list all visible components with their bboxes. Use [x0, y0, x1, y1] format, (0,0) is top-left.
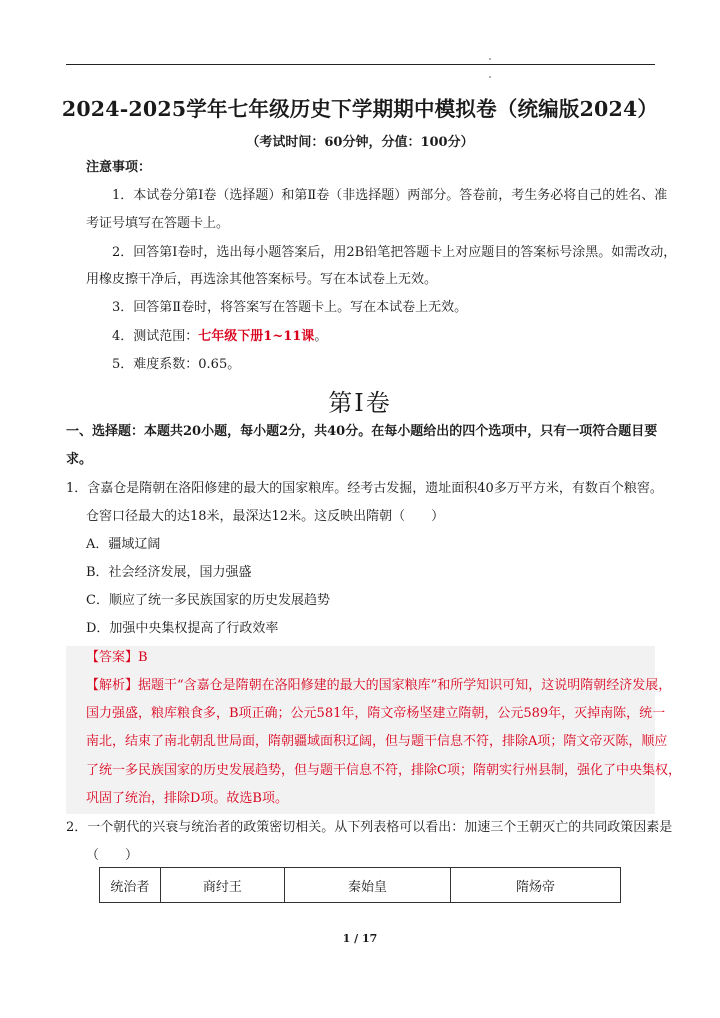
- test-scope: 七年级下册1~11课: [198, 329, 315, 344]
- notice-item-4-prefix: 4．测试范围：: [112, 329, 199, 344]
- analysis-line: 南北，结束了南北朝乱世局面，隋朝疆域面积辽阔，但与题干信息不符，排除A项；隋文帝灭陈，顺应: [86, 734, 668, 749]
- notice-item-2-cont: 用橡皮擦干净后，再选涂其他答案标号。写在本试卷上无效。: [86, 272, 438, 287]
- analysis-line: 巩固了统治，排除D项。故选B项。: [86, 791, 288, 806]
- section-heading: 一、选择题：本题共20小题，每小题2分，共40分。在每小题给出的四个选项中，只有一项符合题目要: [66, 424, 658, 439]
- notice-item-2: 2．回答第Ⅰ卷时，选出每小题答案后，用2B铅笔把答题卡上对应题目的答案标号涂黑。如需改动，: [112, 245, 677, 260]
- notice-heading: 注意事项：: [86, 160, 152, 175]
- exam-info: （考试时间：60分钟，分值：100分）: [246, 135, 474, 150]
- table-header-cell: 商纣王: [160, 868, 284, 903]
- answer-label: 【答案】B: [86, 650, 148, 665]
- table-row: [100, 868, 621, 903]
- option-b: B．社会经济发展，国力强盛: [86, 565, 252, 580]
- notice-item-4-suffix: 。: [314, 329, 328, 344]
- answer-block: [66, 646, 655, 814]
- scan-dot: [489, 58, 491, 60]
- page-title: 2024-2025学年七年级历史下学期期中模拟卷（统编版2024）: [61, 97, 659, 121]
- option-a: A．疆域辽阔: [86, 537, 161, 552]
- question-2-cont: （ ）: [86, 848, 139, 863]
- option-c: C．顺应了统一多民族国家的历史发展趋势: [86, 593, 330, 608]
- header-rule: [66, 64, 655, 65]
- volume-title: 第Ⅰ卷: [328, 389, 392, 417]
- question-2: 2．一个朝代的兴衰与统治者的政策密切相关。从下列表格可以看出：加速三个王朝灭亡的共同政策因素是: [66, 820, 673, 835]
- analysis-line: 【解析】据题干“含嘉仓是隋朝在洛阳修建的最大的国家粮库”和所学知识可知，这说明隋朝经济发展，: [86, 678, 672, 693]
- page-number: 1 / 17: [342, 932, 378, 945]
- notice-item-3: 3．回答第Ⅱ卷时，将答案写在答题卡上。写在本试卷上无效。: [112, 300, 468, 315]
- notice-item-1-cont: 考证号填写在答题卡上。: [86, 216, 230, 231]
- question-1: 1．含嘉仓是隋朝在洛阳修建的最大的国家粮库。经考古发掘，遗址面积40多万平方米，有数百个粮窖。: [66, 481, 663, 496]
- analysis-line: 国力强盛，粮库粮食多，B项正确；公元581年，隋文帝杨坚建立隋朝，公元589年，灭掉南陈，统一: [86, 706, 666, 721]
- section-heading-cont: 求。: [66, 452, 93, 467]
- notice-item-5: 5．难度系数：0.65。: [112, 357, 241, 372]
- table-header-cell: 隋炀帝: [450, 868, 620, 903]
- notice-item-4: [112, 329, 327, 345]
- analysis-line: 了统一多民族国家的历史发展趋势，但与题干信息不符，排除C项；隋朝实行州县制，强化了中央集权，: [86, 763, 681, 778]
- scan-dot: [489, 76, 491, 78]
- table-header-cell: 统治者: [100, 868, 161, 903]
- comparison-table: [99, 867, 621, 903]
- table-header-cell: 秦始皇: [284, 868, 450, 903]
- option-d: D．加强中央集权提高了行政效率: [86, 621, 279, 636]
- question-1-cont: 仓窖口径最大的达18米，最深达12米。这反映出隋朝（ ）: [86, 509, 445, 524]
- notice-item-1: 1．本试卷分第Ⅰ卷（选择题）和第Ⅱ卷（非选择题）两部分。答卷前，考生务必将自己的姓名、准: [112, 188, 668, 203]
